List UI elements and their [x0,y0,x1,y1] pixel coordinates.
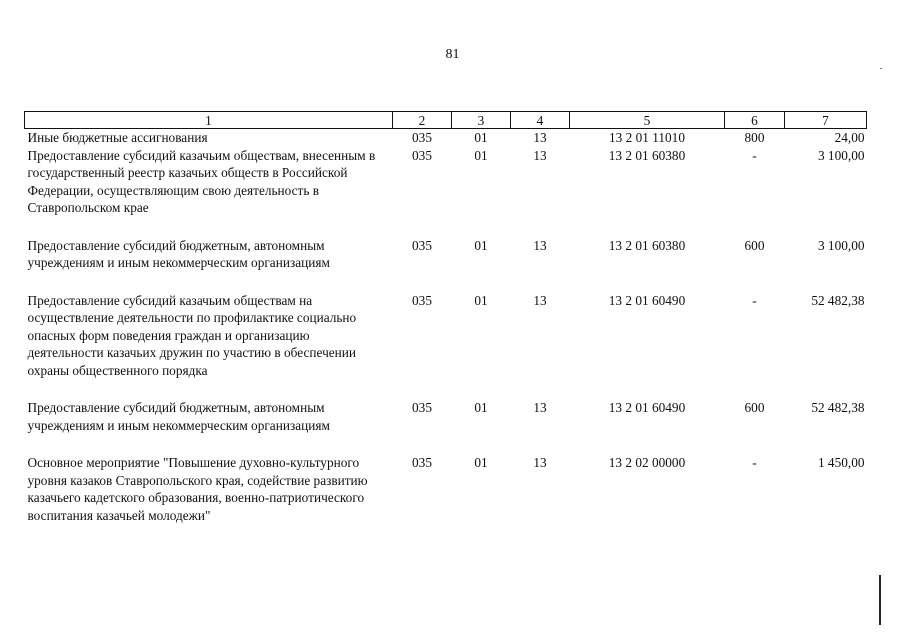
row-col5: 13 2 01 60380 [608,147,686,163]
row-col5: 13 2 02 00000 [608,455,686,470]
row-col7: 3 100,00 [817,147,865,163]
table-row [25,237,867,272]
row-col2: 035 [412,237,432,253]
row-col6: 800 [744,130,765,145]
table-row [25,399,867,434]
row-col7: 52 482,38 [811,400,865,415]
row-col3: 01 [474,400,488,415]
row-col5: 13 2 01 11010 [609,130,685,145]
scan-edge-line [879,575,881,625]
row-name: Предоставление субсидий казачьим обществам, внесенным в государственный реестр казачьих обществ в Российской Федерации, осуществляющим свою деятельность в Ставропольском крае [27,147,376,215]
header-col-2: 2 [393,112,452,129]
row-col5: 13 2 01 60490 [608,400,686,415]
row-col3: 01 [474,292,488,308]
row-col2: 035 [412,400,432,415]
row-spacer [25,272,867,292]
header-col-3: 3 [452,112,511,129]
row-col4: 13 [533,130,547,145]
row-col7: 24,00 [834,130,865,145]
row-spacer [25,217,867,237]
page-number: 81 [445,47,460,62]
row-col4: 13 [533,237,547,253]
row-col5: 13 2 01 60490 [608,292,686,308]
row-col4: 13 [533,400,547,415]
row-col7: 1 450,00 [817,455,865,470]
table-row [25,129,867,147]
row-col2: 035 [412,130,432,145]
row-col4: 13 [533,455,547,470]
row-col2: 035 [412,147,432,163]
scan-dot-mark [880,68,882,69]
row-col3: 01 [474,455,488,470]
row-col5: 13 2 01 60380 [608,237,686,253]
table-row [25,147,867,217]
row-col3: 01 [474,130,488,145]
row-col6: - [752,292,757,308]
header-col-5: 5 [570,112,725,129]
row-name: Предоставление субсидий бюджетным, автономным учреждениям и иным некоммерческим организациям [27,400,330,433]
table-row [25,292,867,380]
header-col-1: 1 [25,112,393,129]
row-col6: 600 [744,400,765,415]
row-col3: 01 [474,147,488,163]
row-name: Основное мероприятие "Повышение духовно-культурного уровня казаков Ставропольского края, содействие развитию казачьего кадетского образования, военно-патриотического воспитания казачьей молодежи" [27,455,368,523]
budget-table [24,111,867,524]
row-spacer [25,434,867,454]
row-spacer [25,379,867,399]
row-col4: 13 [533,147,547,163]
row-name: Предоставление субсидий бюджетным, автономным учреждениям и иным некоммерческим организациям [27,237,330,270]
row-col2: 035 [412,455,432,470]
row-col3: 01 [474,237,488,253]
row-col6: - [752,147,757,163]
row-name: Предоставление субсидий казачьим обществам на осуществление деятельности по профилактике социально опасных форм поведения граждан и организацию деятельности казачьих дружин по участию в обеспечении охраны общественного порядка [27,292,357,378]
row-col2: 035 [412,292,432,308]
header-col-6: 6 [725,112,785,129]
row-name: Иные бюджетные ассигнования [27,130,208,145]
header-row [25,112,867,129]
header-col-7: 7 [785,112,867,129]
row-col4: 13 [533,292,547,308]
row-col6: - [752,455,757,470]
row-col6: 600 [744,237,765,253]
row-col7: 52 482,38 [811,292,865,308]
row-col7: 3 100,00 [817,237,865,253]
header-col-4: 4 [511,112,570,129]
table-row [25,454,867,524]
